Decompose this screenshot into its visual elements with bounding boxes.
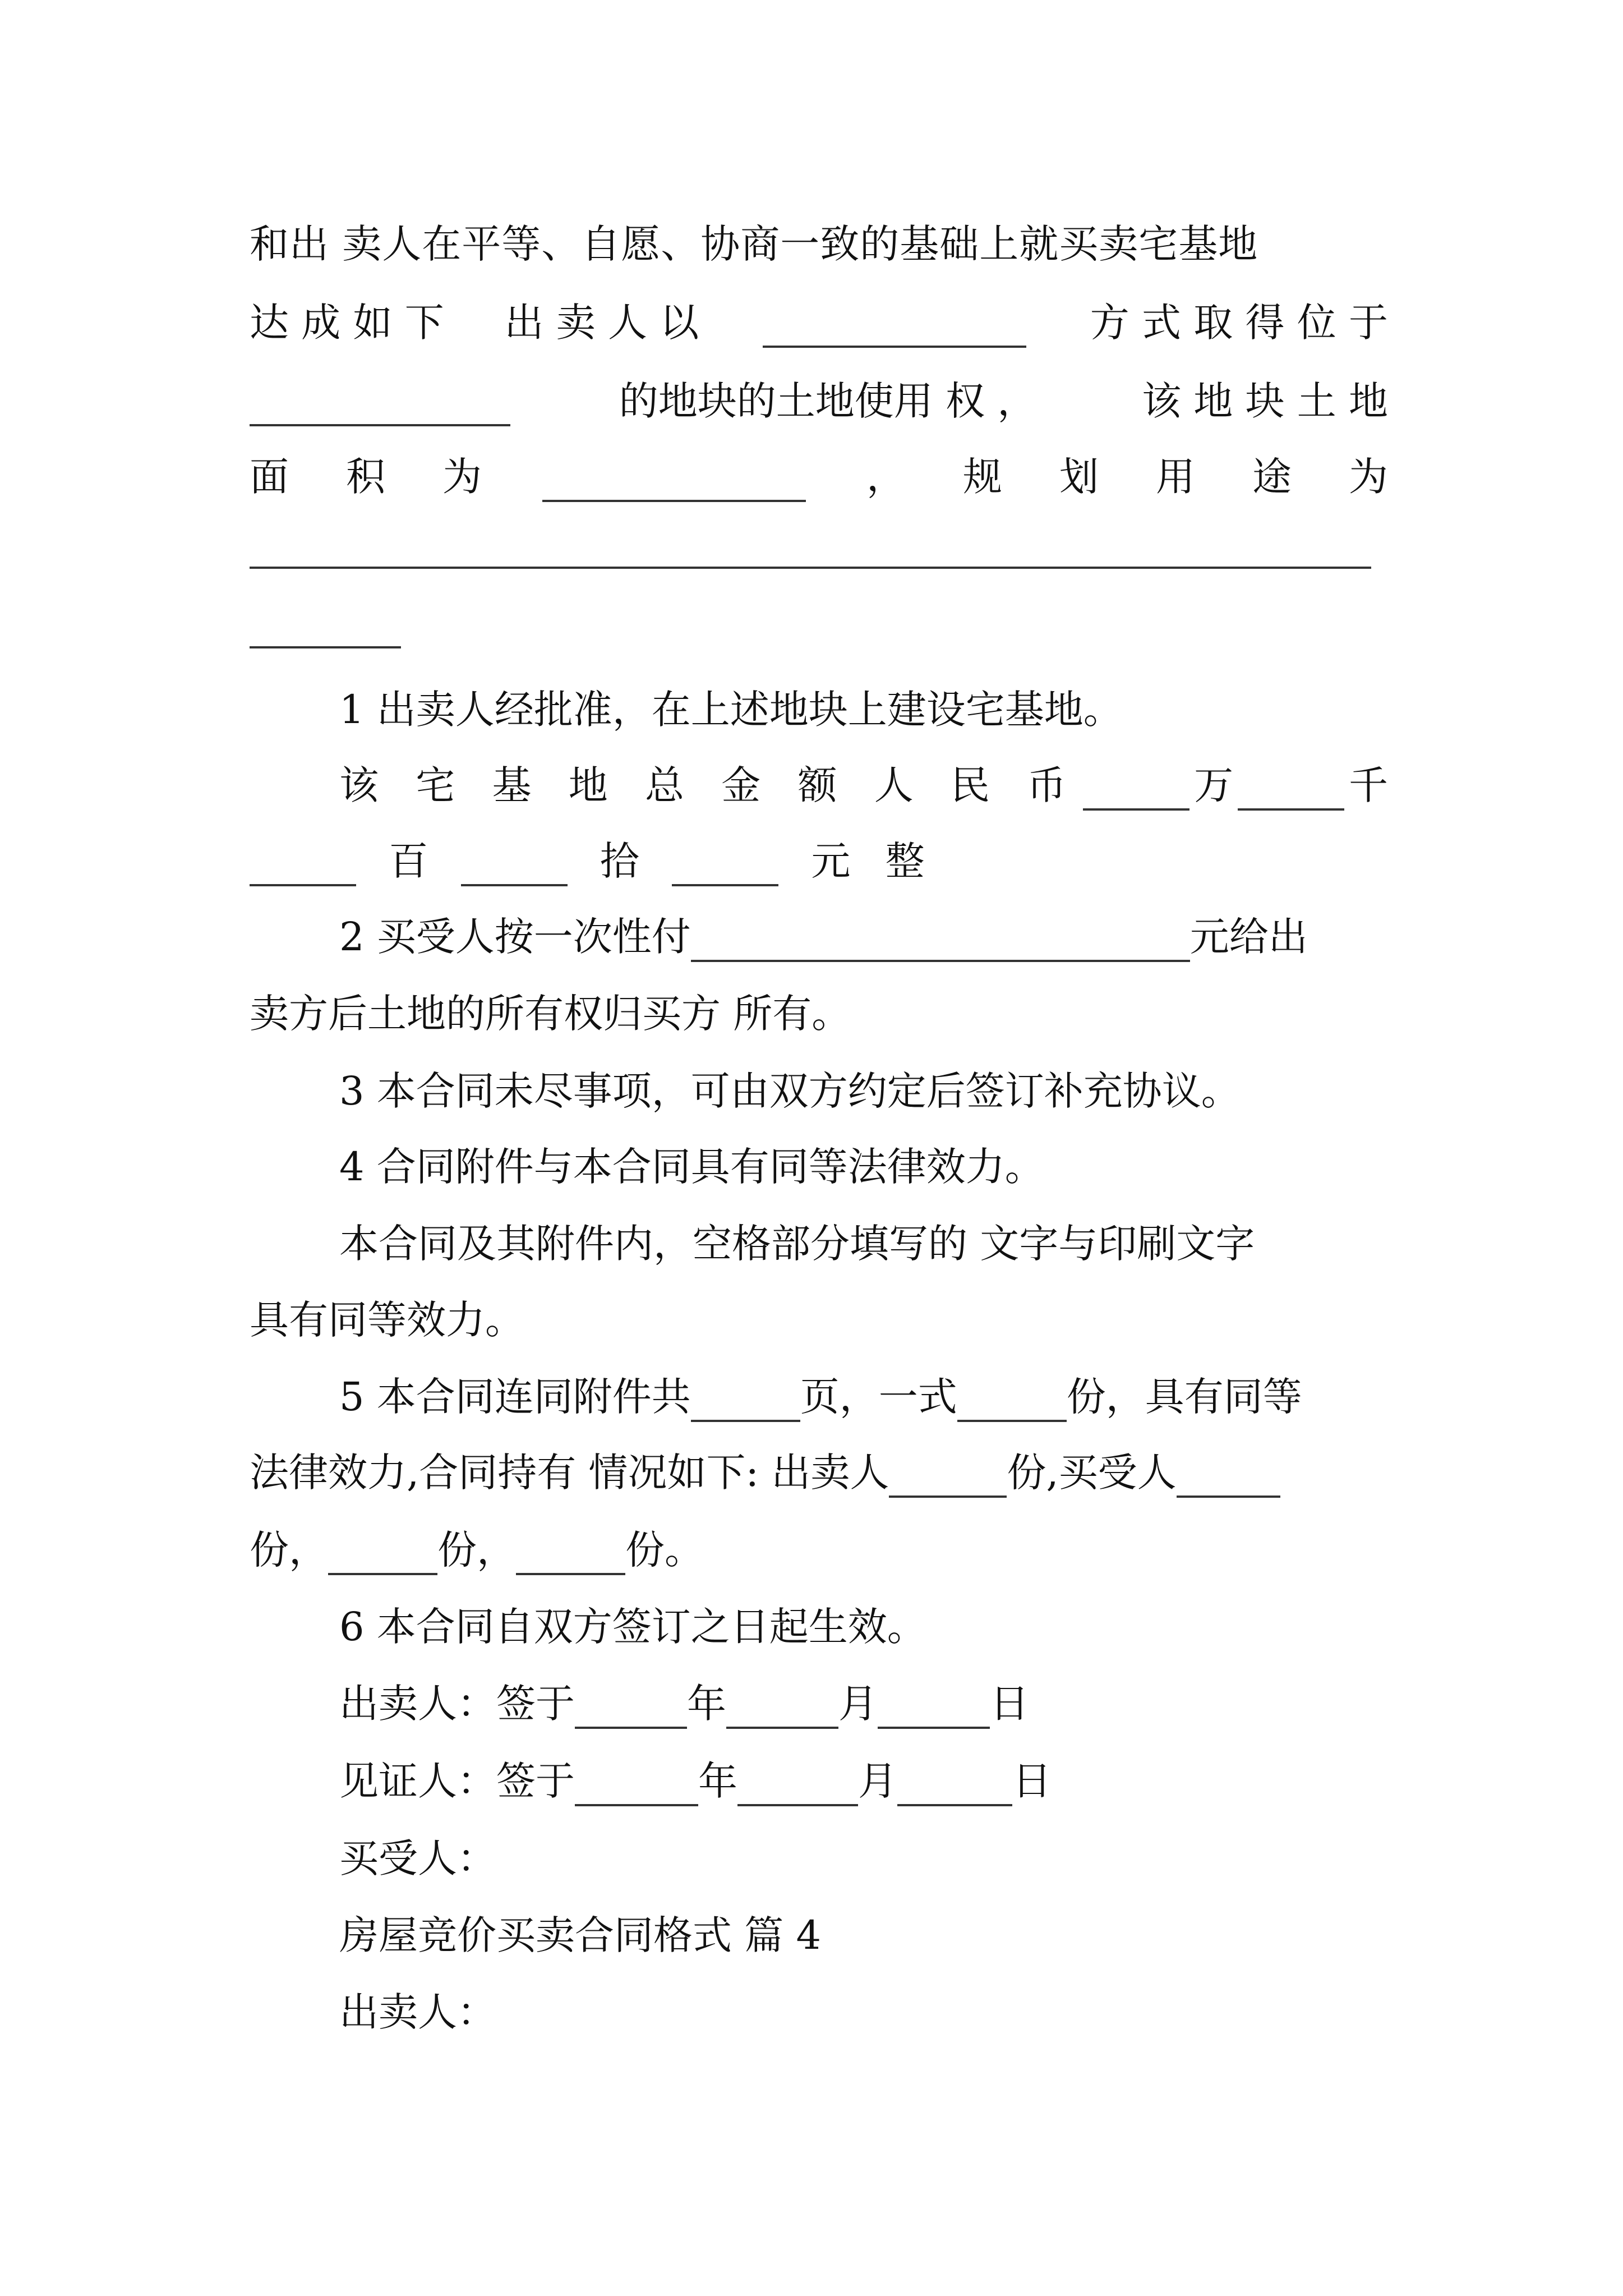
text: 年: [687, 1681, 726, 1727]
text: 买受人：: [339, 1835, 496, 1881]
fill-blank[interactable]: [575, 1692, 687, 1729]
paragraph-line: [250, 219, 1258, 269]
clause-5-cont: [250, 1447, 1280, 1498]
amount-line-2: [250, 836, 936, 886]
text: 规: [963, 454, 1002, 500]
text: 出卖人：: [339, 1989, 496, 2035]
fill-blank[interactable]: [726, 1692, 838, 1729]
paragraph-line: [250, 297, 1388, 348]
text: 月: [858, 1758, 897, 1804]
text: 该 宅 基 地 总 金 额 人 民 币: [339, 762, 1079, 808]
clause-5: [339, 1372, 1302, 1422]
text: 3 本合同未尽事项，可由双方约定后签订补充协议。: [339, 1068, 1241, 1114]
clause-4: [339, 1142, 1044, 1192]
text: 元给出: [1189, 914, 1308, 960]
clause-6: [339, 1602, 926, 1652]
text: 为: [1349, 454, 1388, 500]
text: 积: [346, 454, 385, 500]
fill-blank[interactable]: [672, 849, 778, 886]
text: 途: [1252, 454, 1292, 500]
text: 月: [838, 1681, 878, 1727]
text: 万: [1194, 762, 1234, 808]
text: 页，一式: [800, 1374, 957, 1420]
text: 见证人：签于: [339, 1758, 575, 1804]
note-line: [339, 1218, 1255, 1269]
clause-2: [339, 912, 1308, 962]
fill-blank[interactable]: [542, 465, 806, 502]
text: 的地块的土地使用 权 ，: [619, 378, 1037, 424]
text: 具有同等效力。: [250, 1297, 524, 1343]
fill-blank[interactable]: [250, 389, 510, 426]
paragraph-line: [250, 376, 1388, 426]
fill-blank[interactable]: [575, 1769, 698, 1806]
fill-blank[interactable]: [691, 925, 1190, 962]
text: 千: [1348, 762, 1388, 808]
fill-blank[interactable]: [1238, 774, 1344, 811]
text: 5 本合同连同附件共: [339, 1374, 691, 1420]
clause-3: [339, 1066, 1241, 1116]
fill-blank[interactable]: [328, 1538, 437, 1575]
text: 6 本合同自双方签订之日起生效。: [339, 1604, 926, 1650]
text: 卖方后土地的所有权归买方 所有。: [250, 991, 851, 1037]
fill-blank[interactable]: [889, 1461, 1007, 1498]
text: 法律效力,合同持有 情况如下: 出卖人: [250, 1450, 889, 1496]
text: 该 地 块 土 地: [1141, 378, 1388, 424]
section-heading: [339, 1910, 821, 1961]
text: 元 整: [811, 838, 936, 884]
text: 4 合同附件与本合同具有同等法律效力。: [339, 1144, 1044, 1190]
text: 百: [389, 838, 428, 884]
fill-blank[interactable]: [763, 311, 1026, 348]
text: 份,买受人: [1007, 1450, 1177, 1496]
text: 方 式 取 得 位 于: [1090, 300, 1388, 346]
text: 份。: [625, 1527, 704, 1573]
fill-blank[interactable]: [897, 1769, 1012, 1806]
text: 本合同及其附件内，空格部分填写的 文字与印刷文字: [339, 1221, 1255, 1267]
text: 份，具有同等: [1066, 1374, 1302, 1420]
text: 达 成 如 下: [250, 300, 444, 346]
text: 2 买受人按一次性付: [339, 914, 691, 960]
amount-line: [339, 760, 1388, 811]
text: 和出 卖人在平等、自愿、协商一致的基础上就买卖宅基地: [250, 221, 1258, 267]
fill-blank[interactable]: [691, 1385, 800, 1422]
note-line-2: [250, 1295, 524, 1345]
text: 为: [442, 454, 482, 500]
text: 份，: [437, 1527, 516, 1573]
clause-5-cont-2: [250, 1525, 704, 1575]
text: 拾: [600, 838, 639, 884]
paragraph-line: [250, 452, 1388, 502]
text: ，: [866, 454, 906, 500]
text: 份，: [250, 1527, 328, 1573]
fill-blank[interactable]: [1083, 774, 1189, 811]
fill-blank[interactable]: [957, 1385, 1067, 1422]
witness-signature-line: [339, 1756, 1052, 1806]
text: 房屋竞价买卖合同格式 篇 4: [339, 1912, 822, 1958]
fill-blank[interactable]: [878, 1692, 990, 1729]
text: 划: [1059, 454, 1099, 500]
text: 1 出卖人经批准，在上述地块上建设宅基地。: [339, 687, 1123, 733]
text: 面: [250, 454, 289, 500]
fill-blank[interactable]: [1177, 1461, 1280, 1498]
fill-blank[interactable]: [461, 849, 568, 886]
text: 用: [1156, 454, 1195, 500]
fill-blank[interactable]: [516, 1538, 625, 1575]
text: 出卖人：签于: [339, 1681, 575, 1727]
seller-signature-line: [339, 1678, 1029, 1729]
fill-blank[interactable]: [250, 849, 356, 886]
fill-blank-line[interactable]: [250, 567, 1371, 569]
text: 年: [698, 1758, 737, 1804]
clause-2-cont: [250, 988, 851, 1039]
clause-1: [339, 684, 1123, 735]
text: 日: [1012, 1758, 1052, 1804]
fill-blank[interactable]: [737, 1769, 858, 1806]
fill-blank-line[interactable]: [250, 646, 401, 648]
seller-line: [339, 1987, 496, 2037]
text: 出 卖 人 以: [504, 300, 699, 346]
text: 日: [990, 1681, 1029, 1727]
buyer-line: [339, 1833, 496, 1884]
